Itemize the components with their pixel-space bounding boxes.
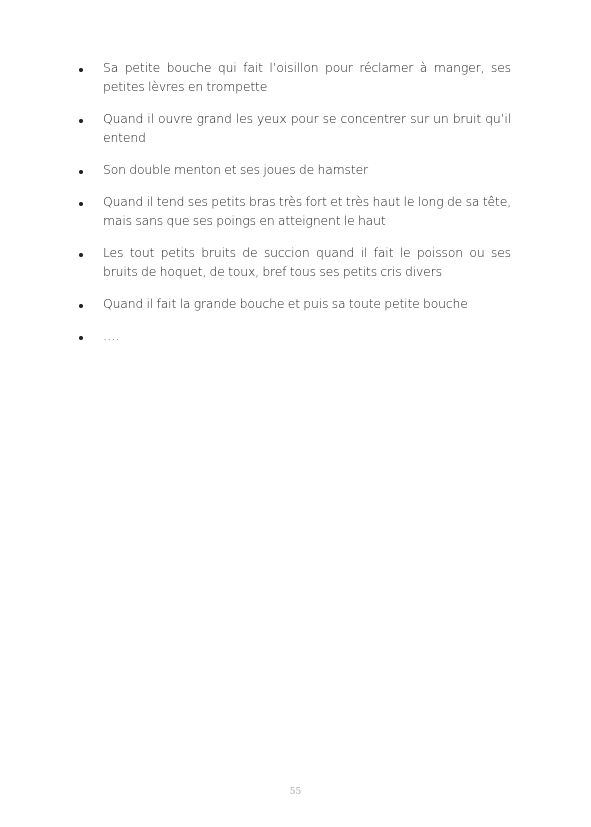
list-item-text: Quand il tend ses petits bras très fort et très haut le long de sa tête, mais sans que ses poings en atteignent le haut	[103, 194, 511, 228]
list-item	[0, 326, 591, 345]
bullet-icon	[79, 119, 83, 123]
bullet-icon	[79, 202, 83, 206]
list-item-text: Son double menton et ses joues de hamster	[103, 162, 368, 177]
list-item-text: Quand il ouvre grand les yeux pour se concentrer sur un bruit qu’il entend	[103, 111, 511, 145]
list-item	[0, 243, 591, 281]
list-item	[0, 109, 591, 147]
list-item-text: Les tout petits bruits de succion quand il fait le poisson ou ses bruits de hoquet, de toux, bref tous ses petits cris divers	[103, 245, 511, 279]
list-item-text: Sa petite bouche qui fait l’oisillon pour réclamer à manger, ses petites lèvres en trompette	[103, 60, 511, 94]
list-item-text: ….	[103, 328, 120, 343]
list-item	[0, 192, 591, 230]
list-item	[0, 58, 591, 96]
bullet-icon	[79, 304, 83, 308]
list-item-text: Quand il fait la grande bouche et puis sa toute petite bouche	[103, 296, 468, 311]
bullet-list	[0, 58, 591, 358]
page-number: 55	[289, 787, 302, 797]
bullet-icon	[79, 253, 83, 257]
bullet-icon	[79, 336, 83, 340]
bullet-icon	[79, 68, 83, 72]
list-item	[0, 294, 591, 313]
list-item	[0, 160, 591, 179]
bullet-icon	[79, 170, 83, 174]
